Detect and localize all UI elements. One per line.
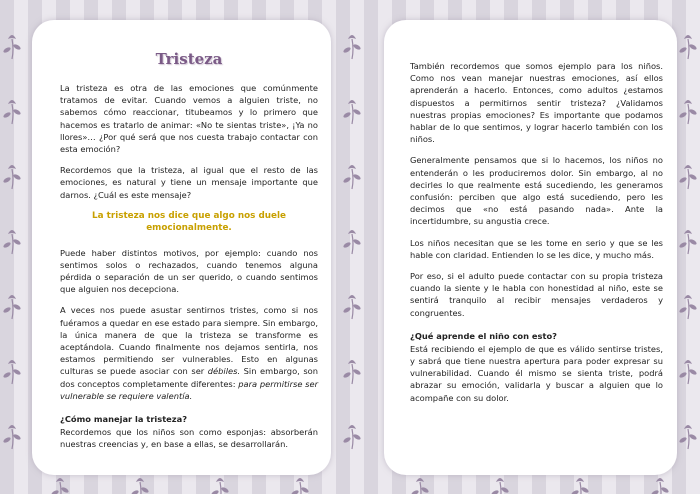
- highlight-quote: La tristeza nos dice que algo nos duele emocionalmente.: [92, 210, 286, 234]
- paragraph: Puede haber distintos motivos, por ejemplo: cuando nos sentimos solos o rechazados, cuando tenemos alguna pérdida o separación de un ser querido, o cuando sentimos que alguien nos decepciona.: [60, 247, 318, 295]
- paragraph: También recordemos que somos ejemplo para los niños. Como nos vean manejar nuestras emociones, así ellos aprenderán a hacerlo. Entonces, como adultos ¿estamos dispuestos a permitirnos sentir tristeza? ¿Validamos nuestras propias emociones? Es importante que podamos hablar de lo que sentimos, y lograr hacerlo también con los niños.: [410, 61, 663, 145]
- section-heading: ¿Cómo manejar la tristeza?: [60, 414, 188, 425]
- paragraph: Generalmente pensamos que si lo hacemos, los niños no entenderán o les produciremos dolor. Sin embargo, al no decirles lo que realmente está sucediendo, les generamos confusión: perciben que algo está sucediendo, pero les decimos que «no está pasando nada». Ante la incertidumbre, su angustia crece.: [410, 155, 663, 227]
- paragraph: Recordemos que los niños son como esponjas: absorberán nuestras creencias y, en base a ellas, se desarrollarán.: [60, 427, 318, 450]
- page-title: Tristeza: [155, 50, 223, 68]
- left-page-panel: [32, 20, 331, 475]
- emphasis-text: para permitirse ser vulnerable se requiere valentía.: [60, 378, 318, 401]
- emphasis-text: débiles.: [207, 366, 241, 377]
- paragraph-text: A veces nos puede asustar sentirnos tristes, como si nos fuéramos a quedar en ese estado para siempre. Sin embargo, la única manera de que la tristeza se transforme es aceptándola. Cuando finalmente nos dejamos sentirla, nos estamos permitiendo ser vulnerables. Esto en algunas culturas se puede asociar con ser: [60, 305, 318, 377]
- paragraph: [60, 304, 318, 402]
- paragraph: Los niños necesitan que se les tome en serio y que se les hable con claridad. Entienden lo se les dice, y mucho más.: [410, 237, 663, 260]
- paragraph: Recordemos que la tristeza, al igual que el resto de las emociones, es natural y tiene un mensaje importante que darnos. ¿Cuál es este mensaje?: [60, 165, 318, 200]
- paragraph: La tristeza es otra de las emociones que comúnmente tratamos de evitar. Cuando vemos a alguien triste, no sabemos cómo reaccionar, titubeamos y lo primero que hacemos es tratarlo de animar: «No te sientas triste», ¡Ya no llores»… ¿Por qué será que nos cuesta trabajo contactar con esta emoción?: [60, 83, 318, 155]
- right-page-panel: [384, 20, 677, 475]
- section-heading: ¿Qué aprende el niño con esto?: [410, 330, 557, 341]
- paragraph: Por eso, si el adulto puede contactar con su propia tristeza cuando la siente y le habla con honestidad al niño, este se sentirá tranquilo al recibir mensajes verdaderos y congruentes.: [410, 271, 663, 318]
- paragraph-text: Sin embargo, son dos conceptos completamente diferentes:: [60, 366, 318, 389]
- paragraph: Está recibiendo el ejemplo de que es válido sentirse tristes, y sabrá que tiene nuestra apertura para poder expresar su vulnerabilidad. Cuando él mismo se sienta triste, podrá abrazar su emoción, validarla y buscar a alguien que lo acompañe con su dolor.: [410, 343, 663, 403]
